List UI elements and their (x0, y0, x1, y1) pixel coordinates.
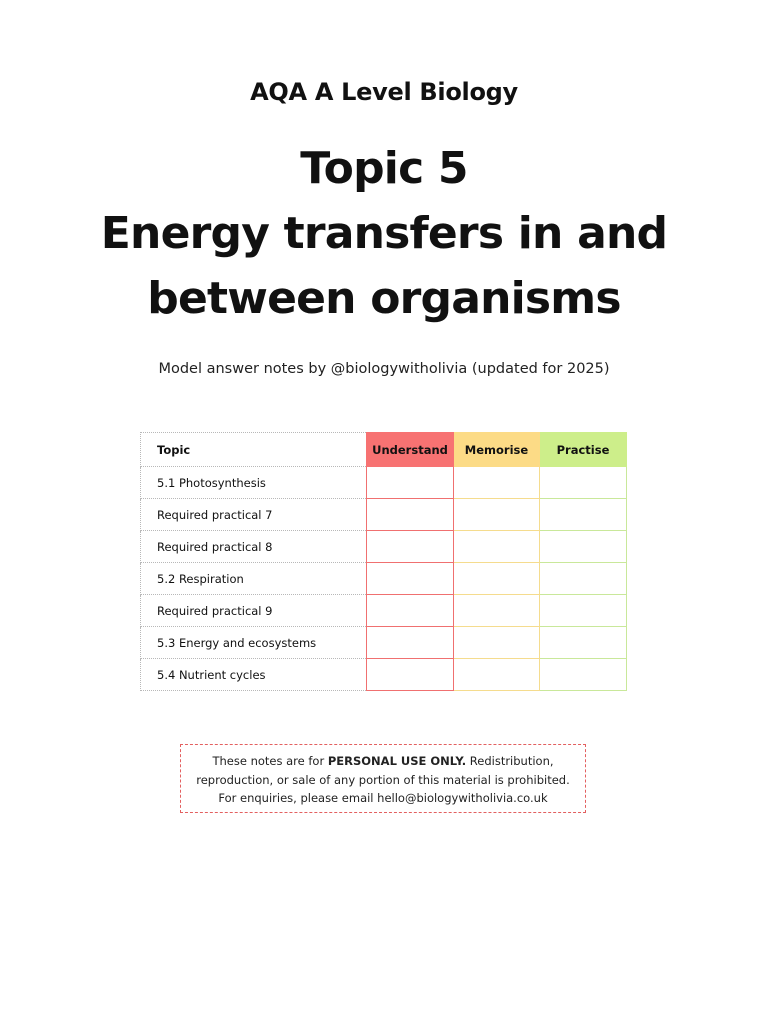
topic-cell: Required practical 8 (141, 531, 367, 563)
usage-notice (180, 744, 586, 813)
title-line-1: Topic 5 (300, 143, 468, 194)
notice-text: These notes are for (212, 754, 328, 768)
understand-cell[interactable] (367, 595, 454, 627)
table-header-row (141, 433, 627, 467)
notice-line-1 (181, 752, 585, 771)
header-practise: Practise (540, 433, 627, 467)
notice-line-3: For enquiries, please email hello@biologywitholivia.co.uk (218, 791, 548, 805)
practise-cell[interactable] (540, 499, 627, 531)
header-memorise: Memorise (454, 433, 540, 467)
understand-cell[interactable] (367, 531, 454, 563)
table-row (141, 595, 627, 627)
notice-text: Redistribution, (466, 754, 554, 768)
memorise-cell[interactable] (454, 563, 540, 595)
topic-cell: 5.4 Nutrient cycles (141, 659, 367, 691)
memorise-cell[interactable] (454, 499, 540, 531)
memorise-cell[interactable] (454, 467, 540, 499)
understand-cell[interactable] (367, 563, 454, 595)
table-row (141, 659, 627, 691)
notice-line-2: reproduction, or sale of any portion of this material is prohibited. (196, 772, 570, 787)
table-row (141, 499, 627, 531)
understand-cell[interactable] (367, 499, 454, 531)
title-line-3: between organisms (147, 273, 621, 324)
practise-cell[interactable] (540, 563, 627, 595)
practise-cell[interactable] (540, 659, 627, 691)
subject-heading: AQA A Level Biology (250, 78, 518, 106)
memorise-cell[interactable] (454, 595, 540, 627)
byline: Model answer notes by @biologywitholivia (updated for 2025) (158, 361, 610, 377)
topic-cell: 5.1 Photosynthesis (141, 467, 367, 499)
practise-cell[interactable] (540, 595, 627, 627)
practise-cell[interactable] (540, 467, 627, 499)
table-row (141, 627, 627, 659)
understand-cell[interactable] (367, 467, 454, 499)
header-topic: Topic (141, 433, 367, 467)
practise-cell[interactable] (540, 627, 627, 659)
topic-cell: Required practical 9 (141, 595, 367, 627)
understand-cell[interactable] (367, 627, 454, 659)
memorise-cell[interactable] (454, 627, 540, 659)
table-row (141, 531, 627, 563)
understand-cell[interactable] (367, 659, 454, 691)
title-line-2: Energy transfers in and (100, 208, 668, 259)
topic-cell: 5.3 Energy and ecosystems (141, 627, 367, 659)
practise-cell[interactable] (540, 531, 627, 563)
header-understand: Understand (367, 433, 454, 467)
table-row (141, 467, 627, 499)
topic-cell: Required practical 7 (141, 499, 367, 531)
progress-tracker-table (140, 432, 627, 691)
memorise-cell[interactable] (454, 531, 540, 563)
table-row (141, 563, 627, 595)
memorise-cell[interactable] (454, 659, 540, 691)
topic-cell: 5.2 Respiration (141, 563, 367, 595)
notice-emphasis: PERSONAL USE ONLY. (327, 754, 467, 768)
page-title (0, 136, 768, 331)
